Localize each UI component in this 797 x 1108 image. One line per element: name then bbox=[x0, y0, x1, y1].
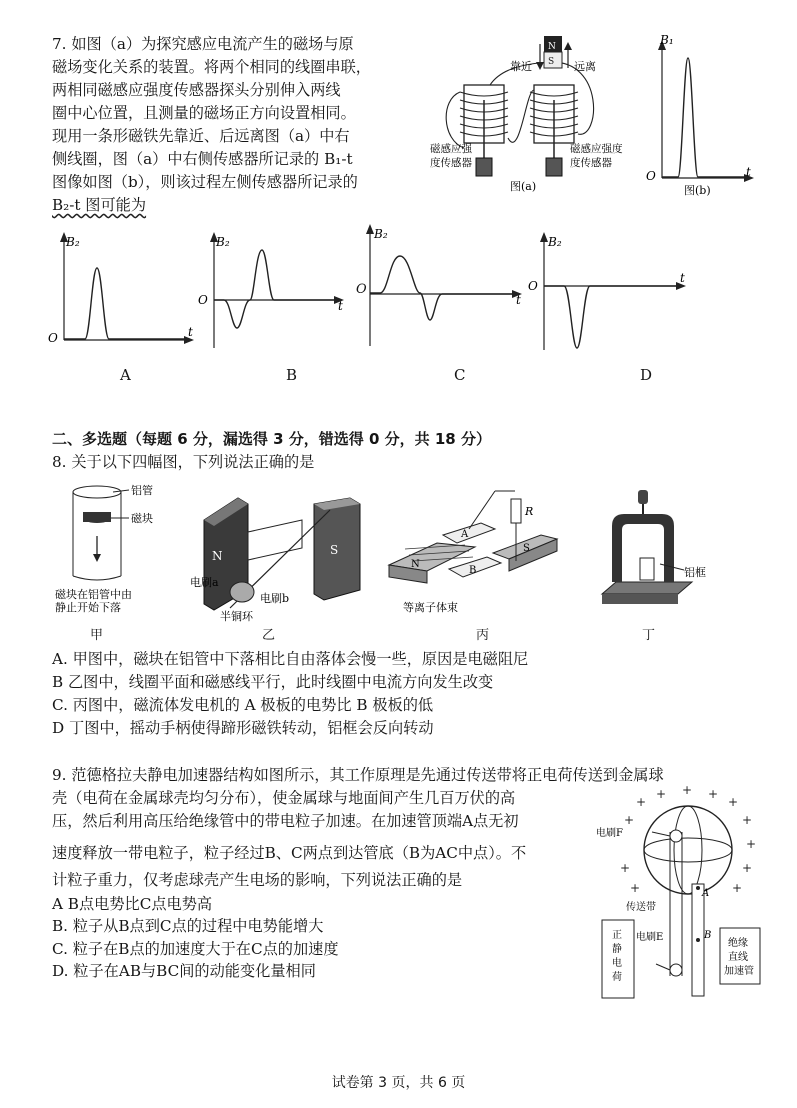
fig-b-xlabel: t bbox=[746, 165, 751, 179]
figure-ding-aluminum-frame bbox=[600, 490, 720, 615]
brush-b-label: 电刷b bbox=[260, 592, 290, 605]
option-c-origin: O bbox=[356, 282, 367, 297]
far-label: 远离 bbox=[574, 60, 596, 73]
near-label: 靠近 bbox=[510, 60, 532, 73]
fig-b-ylabel: B₁ bbox=[660, 33, 674, 47]
svg-text:+: + bbox=[728, 795, 739, 809]
option-b-xlabel: t bbox=[338, 299, 343, 313]
plate-b-label: B bbox=[469, 565, 477, 576]
yi-s-pole: S bbox=[330, 543, 339, 557]
point-a-label: A bbox=[702, 888, 710, 899]
figure-b-caption: 图(b) bbox=[684, 184, 711, 197]
section-heading: 二、多选题（每题 6 分，漏选得 3 分，错选得 0 分，共 18 分） bbox=[52, 430, 491, 448]
resistor-label: R bbox=[525, 505, 534, 518]
jia-caption: 磁块在铝管中由 bbox=[55, 588, 132, 601]
figure-van-de-graaff bbox=[596, 783, 766, 1022]
aluminum-frame-label: 铝框 bbox=[684, 566, 706, 579]
q9-option-b[interactable]: B. 粒子从B点到C点的过程中电势能增大 bbox=[52, 917, 324, 935]
yi-n-pole: N bbox=[212, 549, 223, 563]
option-b-ylabel: B₂ bbox=[216, 235, 230, 249]
option-c-graph bbox=[358, 220, 528, 350]
tube-label: 铝管 bbox=[131, 484, 153, 497]
q9-line: 9. 范德格拉夫静电加速器结构如图所示，其工作原理是先通过传送带将正电荷传送到金属球 bbox=[52, 766, 664, 784]
q8-option-d[interactable]: D 丁图中，摇动手柄使得蹄形磁铁转动，铝框会反向转动 bbox=[52, 719, 434, 737]
yi-label: 乙 bbox=[262, 628, 276, 643]
option-a-ylabel: B₂ bbox=[66, 235, 80, 249]
left-sensor-label: 磁感应强 bbox=[430, 143, 472, 155]
magnet-block-label: 磁块 bbox=[131, 512, 153, 525]
option-a-xlabel: t bbox=[188, 325, 193, 339]
q9-line: 计粒子重力，仅考虑球壳产生电场的影响，下列说法正确的是 bbox=[52, 871, 463, 889]
q7-line: 7. 如图（a）为探究感应电流产生的磁场与原 bbox=[52, 35, 354, 53]
option-a-label: A bbox=[120, 366, 131, 384]
jia-caption: 静止开始下落 bbox=[55, 601, 121, 614]
option-d-graph bbox=[524, 228, 694, 353]
option-c-label: C bbox=[454, 366, 466, 384]
q8-option-c[interactable]: C. 丙图中，磁流体发电机的 A 极板的电势比 B 极板的低 bbox=[52, 696, 434, 714]
option-c-ylabel: B₂ bbox=[374, 227, 388, 241]
q7-line: 现用一条形磁铁先靠近、后远离图（a）中右 bbox=[52, 127, 350, 145]
option-d-origin: O bbox=[528, 279, 538, 293]
tube-box-label: 绝缘 bbox=[728, 938, 748, 949]
q9-line: 速度释放一带电粒子，粒子经过B、C两点到达管底（B为AC中点）。不 bbox=[52, 844, 527, 862]
option-b-label: B bbox=[286, 366, 298, 384]
charge-source-label: 荷 bbox=[612, 972, 622, 983]
q7-line: 两相同磁感应强度传感器探头分别伸入两线 bbox=[52, 81, 341, 99]
page-footer: 试卷第 3 页，共 6 页 bbox=[331, 1075, 466, 1091]
right-sensor-label: 度传感器 bbox=[570, 157, 612, 169]
jia-label: 甲 bbox=[90, 628, 104, 643]
figure-yi-generator bbox=[190, 490, 380, 622]
bing-n-pole: N bbox=[411, 559, 420, 570]
figure-bing-mhd bbox=[385, 485, 560, 615]
brush-a-label: 电刷a bbox=[190, 576, 219, 589]
option-d-xlabel: t bbox=[680, 271, 685, 285]
q7-line: B₂-t 图可能为 bbox=[52, 196, 147, 214]
left-sensor-label: 度传感器 bbox=[430, 157, 472, 169]
svg-text:+: + bbox=[742, 861, 753, 875]
fig-b-origin: O bbox=[646, 169, 656, 183]
svg-text:+: + bbox=[682, 783, 693, 797]
tube-box-label: 直线 bbox=[728, 952, 748, 963]
charge-source-label: 电 bbox=[612, 958, 622, 969]
figure-a-caption: 图(a) bbox=[510, 180, 537, 193]
q7-line: 圈中心位置，且测量的磁场正方向设置相同。 bbox=[52, 104, 356, 122]
figure-a-coils bbox=[430, 30, 630, 200]
option-a-graph bbox=[40, 228, 200, 353]
bing-caption: 等离子体束 bbox=[403, 601, 458, 614]
q9-option-a[interactable]: A B点电势比C点电势高 bbox=[52, 895, 213, 913]
point-b-label: B bbox=[704, 930, 712, 941]
svg-text:+: + bbox=[742, 813, 753, 827]
q8-stem: 8. 关于以下四幅图，下列说法正确的是 bbox=[52, 453, 315, 471]
magnet-s-label: S bbox=[548, 57, 555, 67]
svg-text:+: + bbox=[656, 787, 667, 801]
ding-label: 丁 bbox=[642, 628, 656, 643]
q9-line: 压，然后利用高压给绝缘管中的带电粒子加速。在加速管顶端A点无初 bbox=[52, 812, 519, 830]
option-d-ylabel: B₂ bbox=[548, 235, 562, 249]
charge-source-label: 静 bbox=[612, 944, 622, 955]
svg-text:+: + bbox=[630, 881, 641, 895]
svg-text:+: + bbox=[636, 795, 647, 809]
svg-text:+: + bbox=[708, 787, 719, 801]
svg-text:+: + bbox=[624, 813, 635, 827]
svg-text:+: + bbox=[732, 881, 743, 895]
q9-option-c[interactable]: C. 粒子在B点的加速度大于在C点的加速度 bbox=[52, 940, 339, 958]
option-b-origin: O bbox=[198, 293, 208, 307]
q8-option-b[interactable]: B 乙图中，线圈平面和磁感线平行，此时线圈中电流方向发生改变 bbox=[52, 673, 494, 691]
q9-option-d[interactable]: D. 粒子在AB与BC间的动能变化量相同 bbox=[52, 962, 316, 980]
option-a-origin: O bbox=[48, 331, 58, 345]
q7-line: 磁场变化关系的装置。将两个相同的线圈串联， bbox=[52, 58, 371, 76]
figure-b-graph bbox=[640, 30, 760, 200]
q7-line: 侧线圈，图（a）中右侧传感器所记录的 B₁-t bbox=[52, 150, 353, 168]
q7-line: 图像如图（b），则该过程左侧传感器所记录的 bbox=[52, 173, 358, 191]
svg-text:+: + bbox=[746, 837, 757, 851]
plate-a-label: A bbox=[461, 529, 469, 540]
magnet-n-label: N bbox=[548, 42, 556, 52]
q8-option-a[interactable]: A. 甲图中，磁块在铝管中下落相比自由落体会慢一些，原因是电磁阻尼 bbox=[52, 650, 529, 668]
figure-jia-tube bbox=[55, 480, 175, 615]
svg-text:+: + bbox=[620, 861, 631, 875]
option-c-xlabel: t bbox=[516, 293, 521, 307]
brush-f-label: 电刷F bbox=[596, 828, 623, 839]
bing-label: 丙 bbox=[476, 628, 490, 643]
option-b-graph bbox=[192, 228, 352, 353]
q9-line: 壳（电荷在金属球壳均匀分布），使金属球与地面间产生几百万伏的高 bbox=[52, 789, 516, 807]
tube-box-label: 加速管 bbox=[724, 966, 754, 977]
bing-s-pole: S bbox=[523, 543, 530, 554]
half-ring-label: 半铜环 bbox=[220, 610, 253, 623]
belt-label: 传送带 bbox=[626, 902, 656, 913]
right-sensor-label: 磁感应强度 bbox=[570, 143, 623, 155]
brush-e-label: 电刷E bbox=[636, 932, 664, 943]
option-d-label: D bbox=[640, 366, 653, 384]
charge-source-label: 正 bbox=[612, 930, 622, 941]
